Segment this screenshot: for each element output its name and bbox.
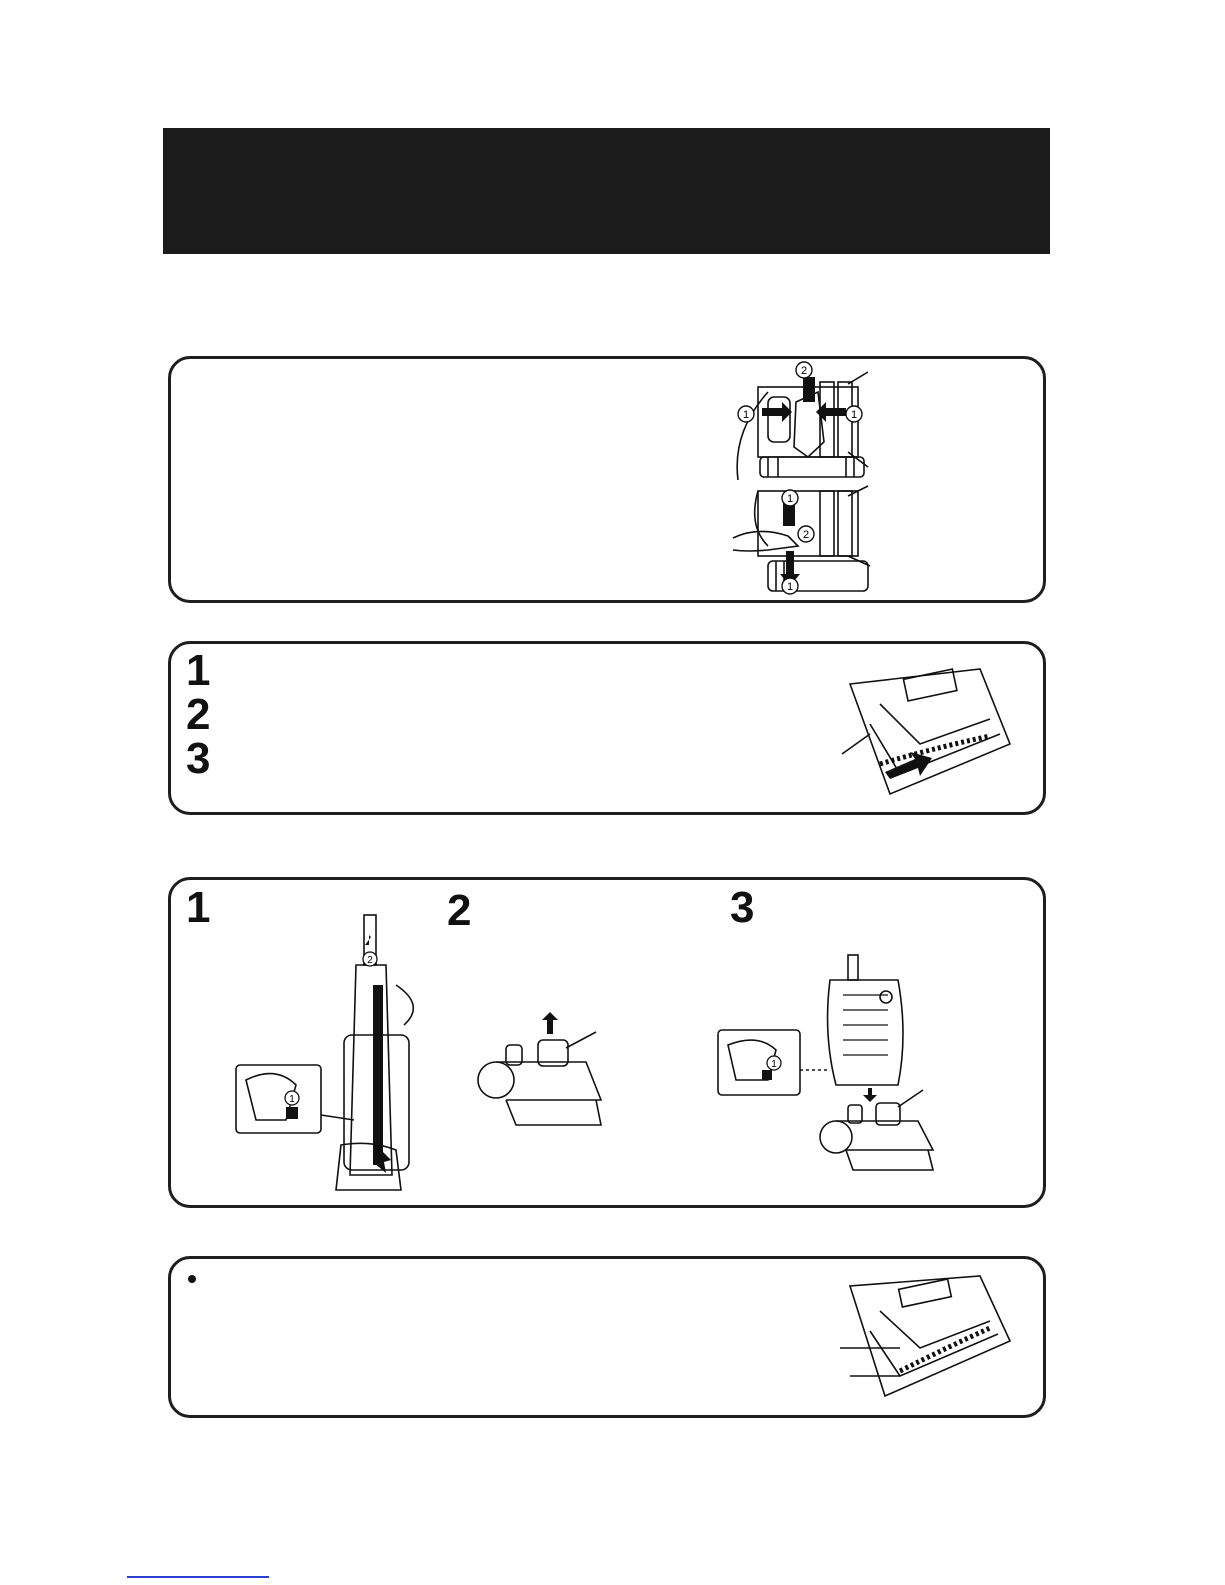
footer-link[interactable] bbox=[127, 1576, 269, 1578]
callout-6: 1 bbox=[786, 581, 794, 593]
brush-inspection-illustration bbox=[840, 1276, 1020, 1406]
step-number-2: 2 bbox=[186, 690, 211, 739]
brushroll-illustration bbox=[840, 664, 1020, 804]
section-header-bar bbox=[163, 128, 1050, 254]
callout-3: 1 bbox=[850, 409, 858, 421]
step-number-2b: 2 bbox=[447, 886, 472, 935]
upright-vacuum-illustration bbox=[236, 915, 436, 1200]
step-number-3: 3 bbox=[186, 734, 211, 783]
canister-attach-illustration bbox=[718, 955, 948, 1175]
step-number-1b: 1 bbox=[186, 883, 211, 932]
callout-2: 2 bbox=[800, 365, 808, 377]
callout-1c: 1 bbox=[771, 1059, 777, 1070]
callout-1b: 1 bbox=[289, 1094, 295, 1105]
removal-instructions-panel bbox=[168, 356, 1046, 603]
callout-1: 1 bbox=[742, 409, 750, 421]
powerhead-illustration bbox=[476, 1010, 626, 1130]
removal-illustration-bottom bbox=[728, 486, 878, 598]
callout-5: 2 bbox=[802, 529, 810, 541]
callout-2b: 2 bbox=[367, 955, 373, 966]
removal-illustration-top bbox=[728, 362, 878, 482]
note-bullet bbox=[188, 1275, 196, 1283]
step-number-1: 1 bbox=[186, 646, 211, 695]
callout-4: 1 bbox=[786, 493, 794, 505]
step-number-3b: 3 bbox=[730, 883, 755, 932]
